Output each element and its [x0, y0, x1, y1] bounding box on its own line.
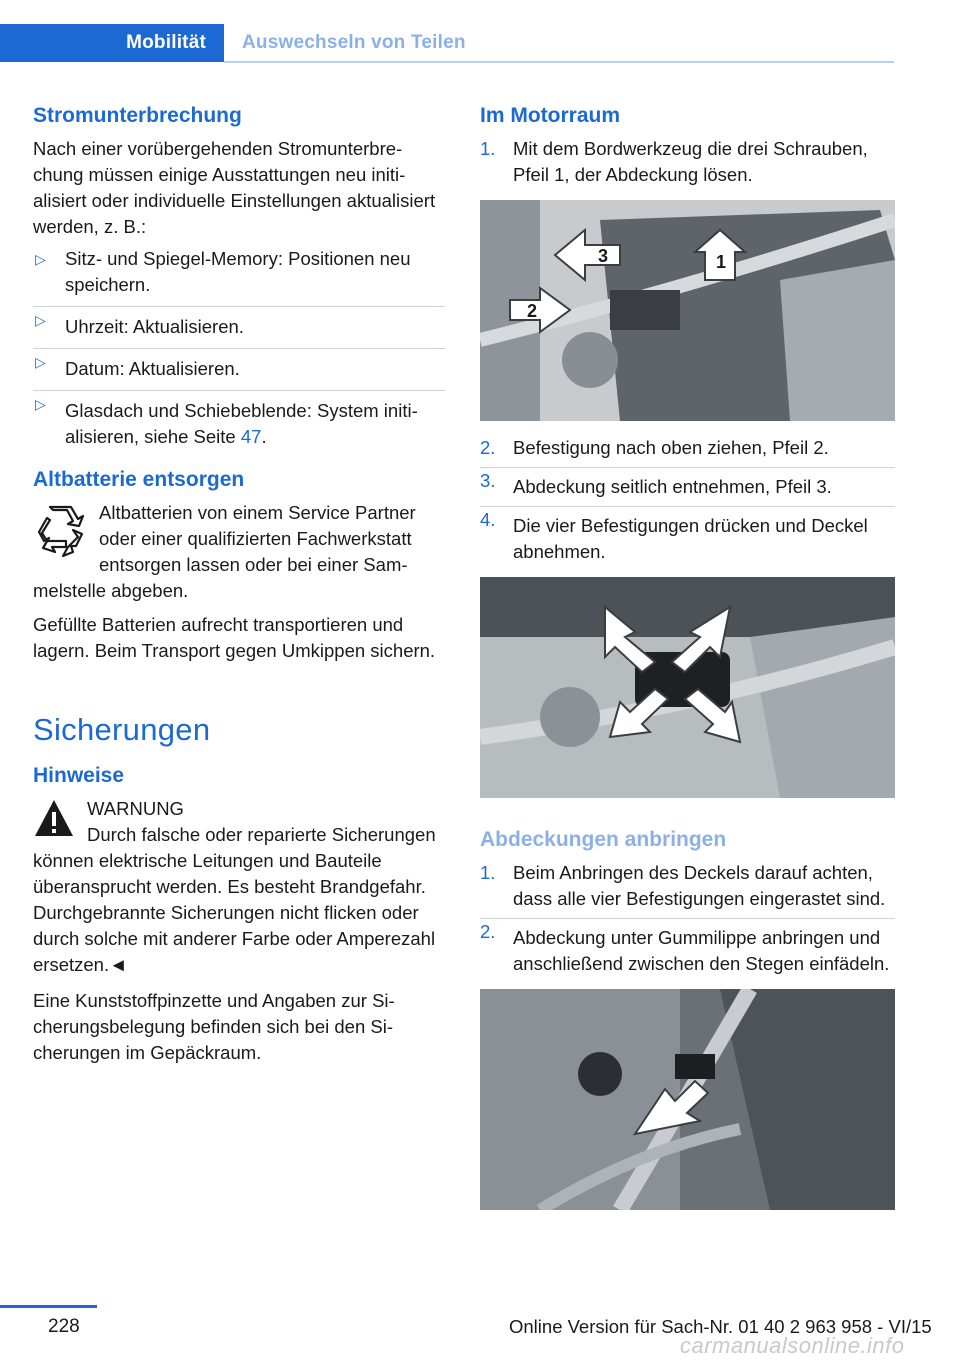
header-divider: [224, 61, 894, 63]
triangle-bullet-icon: ▷: [35, 396, 46, 412]
warning-label: WARNUNG: [87, 798, 184, 819]
paragraph-stromunterbrechung: Nach einer vorübergehenden Stromunterbrechung müssen einige Ausstattungen neu initialisiert oder individuelle Einstellungen aktualisiert werden, z. B.:: [33, 138, 436, 237]
page-link[interactable]: 47: [240, 426, 262, 447]
list-item: ▷ Glasdach und Schiebeblende: System initialisieren, siehe Seite 47.: [33, 390, 445, 450]
list-item: 2. Abdeckung unter Gummilippe anbringen und anschließend zwischen den Stegen einfädeln.: [480, 918, 895, 977]
list-item: ▷ Uhrzeit: Aktualisieren.: [33, 306, 445, 340]
section-title-motorraum: Im Motorraum: [480, 104, 621, 127]
engine-bay-photo-2: [480, 577, 895, 798]
footer-version-text: Online Version für Sach-Nr. 01 40 2 963 958 - VI/15: [509, 1316, 932, 1337]
engine-bay-photo-1: [480, 200, 895, 421]
chapter-title-sicherungen: Sicherungen: [33, 712, 211, 747]
triangle-bullet-icon: ▷: [35, 354, 46, 370]
steps-list-b: [480, 435, 895, 565]
warning-block: [33, 796, 445, 978]
bullet-list: [33, 246, 445, 450]
header-tabs: [0, 24, 466, 62]
list-item: 2. Befestigung nach oben ziehen, Pfeil 2.: [480, 437, 829, 458]
steps-list-a: [480, 136, 895, 188]
arrow-label-1: 1: [716, 252, 727, 272]
page-number: 228: [48, 1316, 80, 1337]
tab-auswechseln[interactable]: Auswechseln von Teilen: [242, 32, 466, 53]
section-title-abdeckungen: Abdeckungen anbringen: [480, 828, 727, 851]
warning-icon: [33, 798, 75, 838]
triangle-bullet-icon: ▷: [35, 312, 46, 328]
list-item: 4. Die vier Befestigungen drücken und Deckel abnehmen.: [480, 506, 895, 565]
right-column: [480, 100, 895, 1224]
paragraph-pinzette: Eine Kunststoffpinzette und Angaben zur Sicherungsbelegung befinden sich bei den Sicherungen im Gepäckraum.: [33, 990, 395, 1063]
list-item: 1. Beim Anbringen des Deckels darauf achten, dass alle vier Befestigungen eingerastet sind.: [480, 862, 886, 909]
engine-bay-photo-3: [480, 989, 895, 1210]
recycle-icon: [33, 504, 87, 558]
section-title-altbatterie: Altbatterie entsorgen: [33, 468, 245, 491]
left-column: [33, 100, 445, 1066]
paragraph-transport: Gefüllte Batterien aufrecht transportieren und lagern. Beim Transport gegen Umkippen sichern.: [33, 614, 436, 661]
section-title-hinweise: Hinweise: [33, 764, 125, 787]
list-item: 3. Abdeckung seitlich entnehmen, Pfeil 3.: [480, 467, 895, 500]
arrow-label-3: 3: [598, 246, 609, 266]
paragraph-altbatterie: Altbatterien von einem Service Partner oder einer qualifizierten Fachwerkstatt entsorgen lassen oder bei einer Sammelstelle abgeben.: [33, 502, 416, 601]
list-item: ▷ Sitz- und Spiegel-Memory: Positionen neu speichern.: [35, 248, 411, 295]
section-title-stromunterbrechung: Stromunterbrechung: [33, 104, 242, 127]
triangle-bullet-icon: ▷: [35, 251, 46, 267]
arrow-label-2: 2: [527, 301, 538, 321]
list-item: 1. Mit dem Bordwerkzeug die drei Schrauben, Pfeil 1, der Abdeckung lösen.: [480, 138, 868, 185]
watermark: carmanualsonline.info: [680, 1333, 905, 1358]
footer-accent-line: [0, 1305, 97, 1308]
list-item: ▷ Datum: Aktualisieren.: [33, 348, 445, 382]
steps-list-c: [480, 860, 895, 977]
recycling-note: [33, 500, 445, 604]
tab-mobilitaet[interactable]: Mobilität: [0, 24, 224, 62]
warning-text: Durch falsche oder reparierte Sicherungen können elektrische Leitungen und Bauteile überansprucht werden. Es besteht Brandgefahr. Durchgebrannte Sicherungen nicht flicken oder durch solche mit anderer Farbe oder Amperezahl ersetzen.◄: [33, 824, 436, 975]
